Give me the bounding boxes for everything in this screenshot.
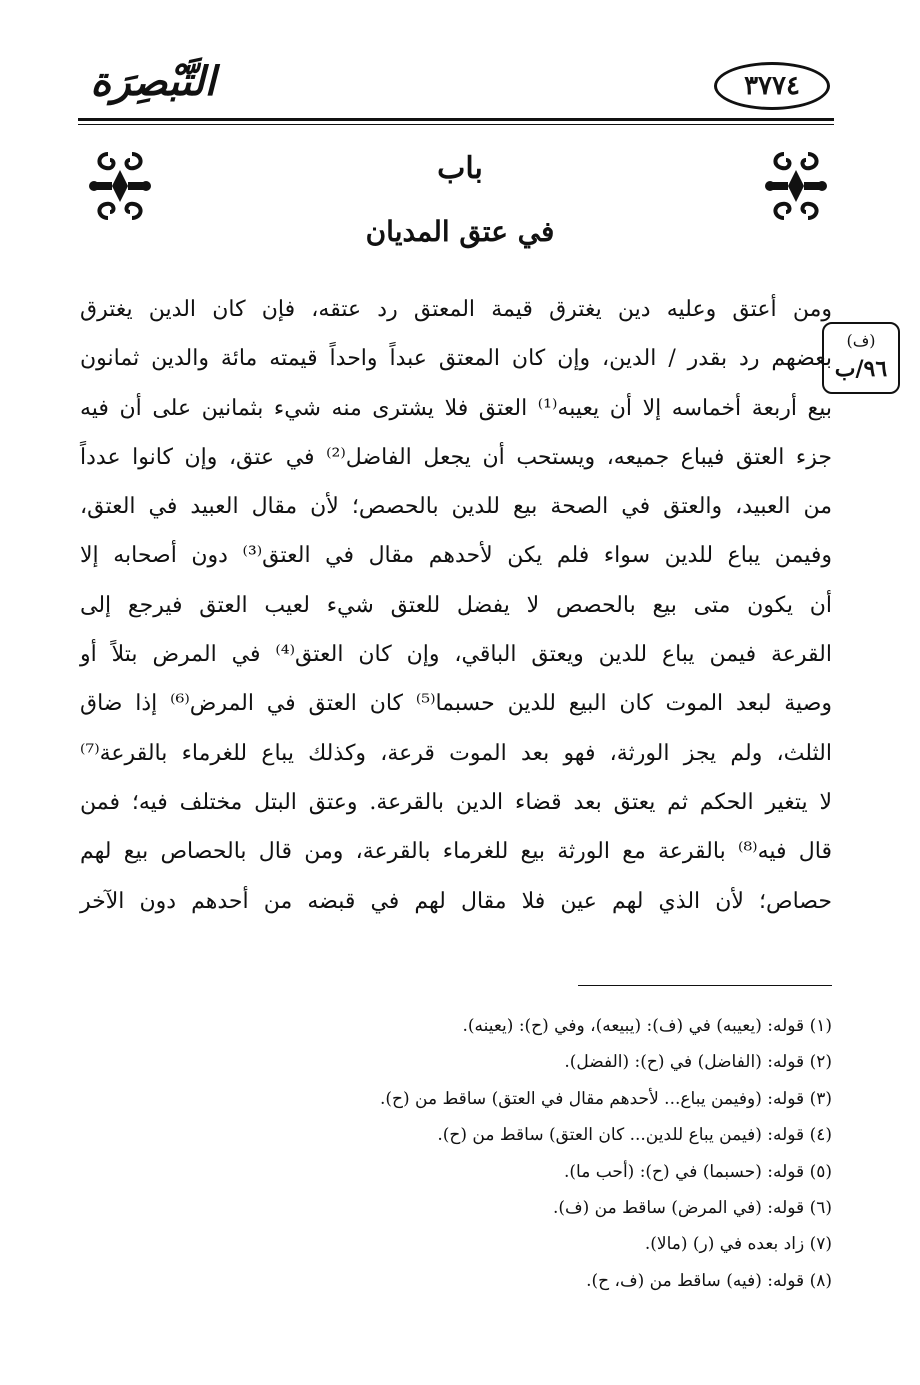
body-line: جزء العتق فيباع جميعه، ويستحب أن يجعل الفاضل⁽²⁾ في عتق، وإن كانوا عدداً: [80, 444, 832, 470]
body-text: [80, 285, 832, 926]
body-line: أن يكون متى بيع بالحصص لا يفضل للعتق شيء لعيب العتق فيرجع إلى: [80, 592, 832, 618]
footnote: (٣) قوله: (وفيمن يباع... لأحدهم مقال في العتق) ساقط من (ح).: [379, 1088, 832, 1109]
chapter-subtitle: في عتق المديان: [365, 215, 555, 248]
footnote-separator: [578, 985, 832, 986]
footnote: (٨) قوله: (فيه) ساقط من (ف، ح).: [586, 1270, 832, 1291]
body-line: وصية لبعد الموت كان البيع للدين حسبما⁽⁵⁾ كان العتق في المرض⁽⁶⁾ إذا ضاق: [80, 691, 832, 717]
body-line: القرعة فيمن يباع للدين ويعتق الباقي، وإن كان العتق⁽⁴⁾ في المرض بتلاً أو: [80, 642, 832, 668]
running-title: التَّبْصِرَة: [90, 58, 216, 105]
body-line: من العبيد، والعتق في الصحة بيع للدين بالحصص؛ لأن مقال العبيد في العتق،: [80, 494, 832, 520]
margin-note-folio: ٩٦/ب: [834, 356, 888, 382]
body-line: الثلث، ولم يجز الورثة، فهو بعد الموت قرعة، وكذلك يباع للغرماء بالقرعة⁽⁷⁾: [80, 740, 832, 766]
footnotes: [80, 1008, 832, 1299]
header-rule-thin: [78, 124, 834, 125]
footnote: (٤) قوله: (فيمن يباع للدين... كان العتق) ساقط من (ح).: [437, 1125, 832, 1146]
body-line: بيع أربعة أخماسه إلا أن يعيبه⁽¹⁾ العتق فلا يشترى منه شيء بثمانين على أن فيه: [80, 395, 832, 421]
left-ornament-icon: [88, 148, 152, 224]
margin-note-siglum: (ف): [846, 331, 876, 350]
page-number: ٣٧٧٤: [714, 62, 830, 110]
footnote: (١) قوله: (يعيبه) في (ف): (يبيعه)، وفي (ح): (يعينه).: [462, 1016, 832, 1036]
footnote: (٥) قوله: (حسبما) في (ح): (أحب ما).: [564, 1161, 832, 1182]
body-line: لا يتغير الحكم ثم يعتق بعد قضاء الدين بالقرعة. وعتق البتل مختلف فيه؛ فمن: [80, 789, 833, 815]
body-line: حصاص؛ لأن الذي لهم عين فلا مقال لهم في قبضه من أحدهم دون الآخر: [80, 888, 832, 914]
chapter-title: باب: [437, 151, 483, 186]
body-line: ومن أعتق وعليه دين يغترق قيمة المعتق رد عتقه، فإن كان الدين يغترق: [80, 297, 832, 322]
footnote: (٢) قوله: (الفاضل) في (ح): (الفضل).: [564, 1052, 832, 1073]
header-rule: [78, 118, 834, 121]
footnote: (٧) زاد بعده في (ر) (مالا).: [644, 1234, 832, 1255]
body-line: قال فيه⁽⁸⁾ بالقرعة مع الورثة بيع للغرماء بالقرعة، ومن قال بالحصاص بيع لهم: [80, 839, 832, 865]
body-line: بعضهم رد بقدر / الدين، وإن كان المعتق عبداً واحداً قيمته مائة والدين ثمانون: [80, 346, 832, 372]
footnote: (٦) قوله: (في المرض) ساقط من (ف).: [552, 1198, 832, 1219]
body-line: وفيمن يباع للدين سواء فلم يكن لأحدهم مقال في العتق⁽³⁾ دون أصحابه إلا: [80, 543, 833, 569]
right-ornament-icon: [764, 148, 828, 224]
margin-manuscript-note: [822, 322, 900, 394]
